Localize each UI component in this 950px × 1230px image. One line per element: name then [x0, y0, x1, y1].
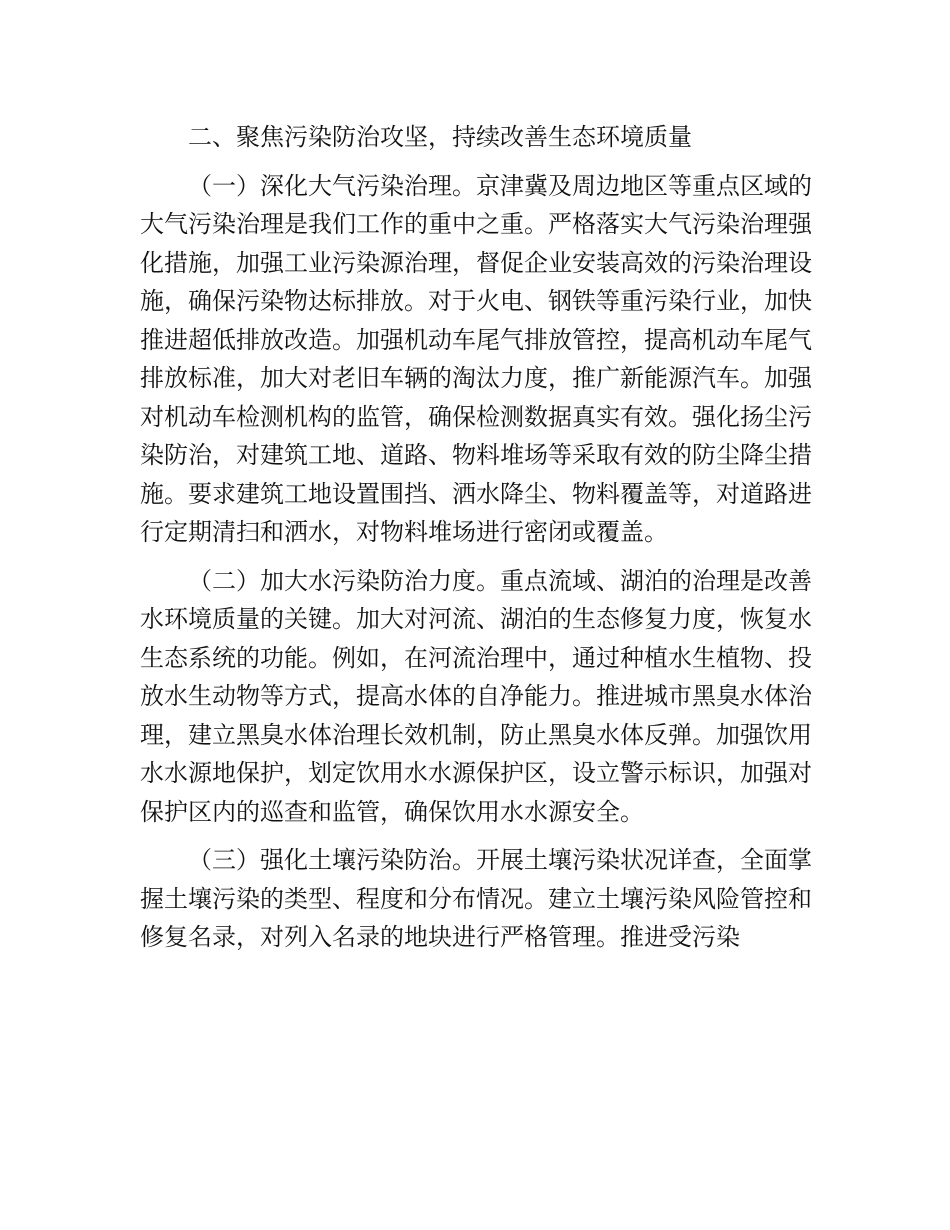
section-heading: 二、聚焦污染防治攻坚，持续改善生态环境质量: [188, 123, 692, 151]
paragraph-soil-pollution: （三）强化土壤污染防治。开展土壤污染状况详查，全面掌握土壤污染的类型、程度和分布情况。建立土壤污染风险管控和修复名录，对列入名录的地块进行严格管理。推进受污染: [140, 846, 812, 951]
paragraph-water-pollution: （二）加大水污染防治力度。重点流域、湖泊的治理是改善水环境质量的关键。加大对河流、湖泊的生态修复力度，恢复水生态系统的功能。例如，在河流治理中，通过种植水生植物、投放水生动物等方式，提高水体的自净能力。推进城市黑臭水体治理，建立黑臭水体治理长效机制，防止黑臭水体反弹。加强饮用水水源地保护，划定饮用水水源保护区，设立警示标识，加强对保护区内的巡查和监管，确保饮用水水源安全。: [140, 566, 812, 826]
document-body: [140, 118, 812, 967]
paragraph-air-pollution: （一）深化大气污染治理。京津冀及周边地区等重点区域的大气污染治理是我们工作的重中之重。严格落实大气污染治理强化措施，加强工业污染源治理，督促企业安装高效的污染治理设施，确保污染物达标排放。对于火电、钢铁等重污染行业，加快推进超低排放改造。加强机动车尾气排放管控，提高机动车尾气排放标准，加大对老旧车辆的淘汰力度，推广新能源汽车。加强对机动车检测机构的监管，确保检测数据真实有效。强化扬尘污染防治，对建筑工地、道路、物料堆场等采取有效的防尘降尘措施。要求建筑工地设置围挡、洒水降尘、物料覆盖等，对道路进行定期清扫和洒水，对物料堆场进行密闭或覆盖。: [140, 171, 812, 546]
